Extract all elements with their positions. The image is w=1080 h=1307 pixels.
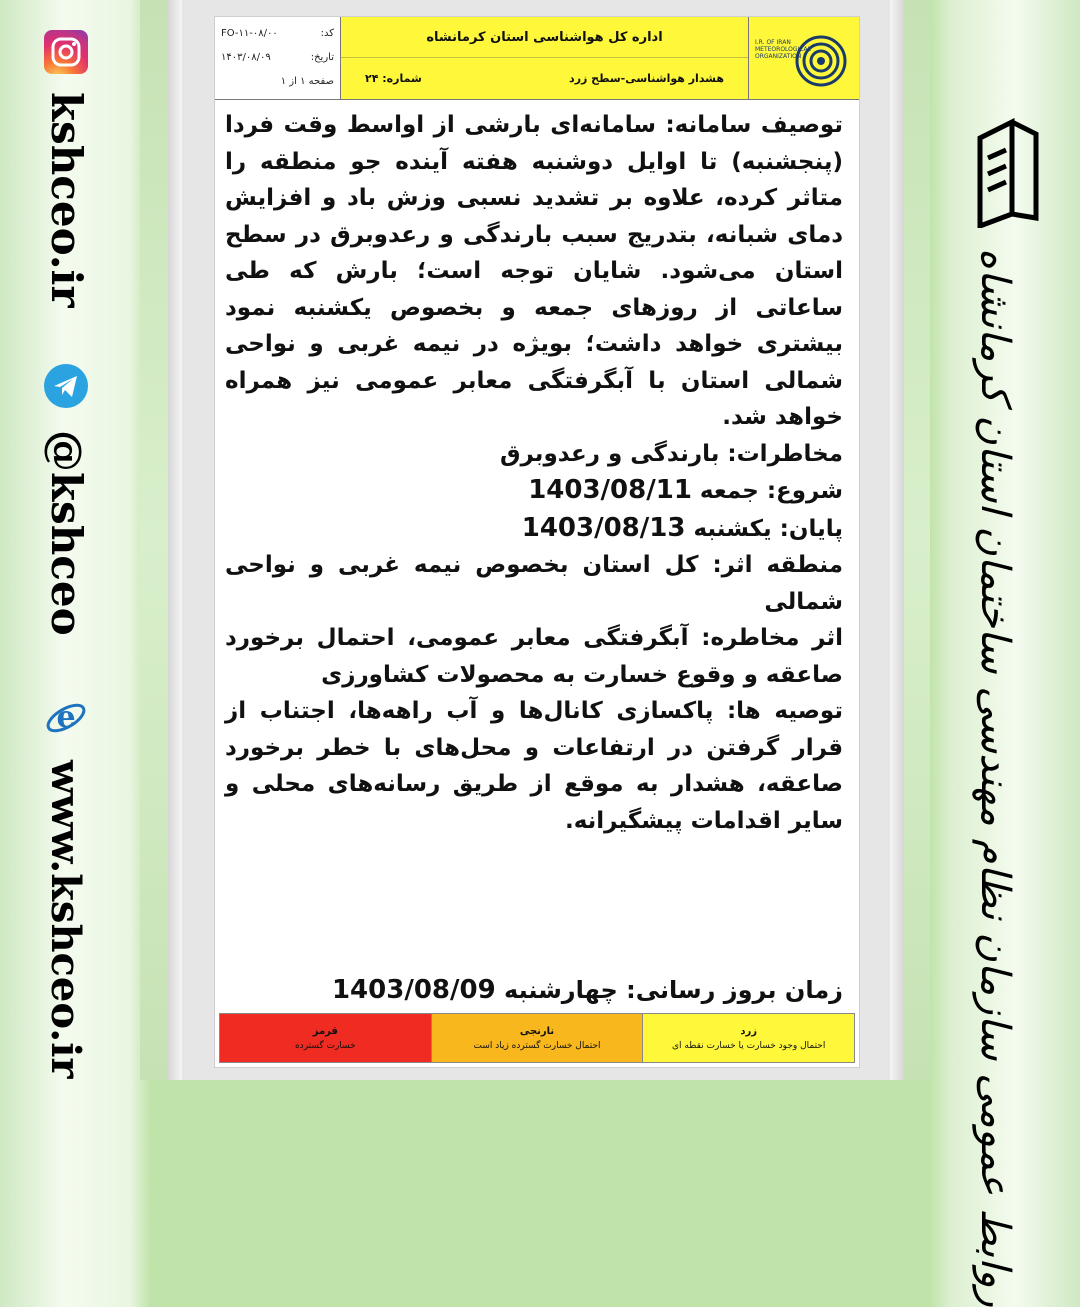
meteorology-logo-icon <box>749 17 859 99</box>
telegram-icon[interactable] <box>44 364 88 408</box>
legend-red-desc: خسارت گسترده <box>294 1040 356 1051</box>
alert-number: شماره: ۲۴ <box>365 72 422 85</box>
update-time <box>332 975 843 1005</box>
legend-yellow <box>643 1014 854 1062</box>
right-sidebar <box>930 0 1080 1307</box>
legend-orange <box>432 1014 644 1062</box>
site-link-top[interactable]: kshceo.ir <box>42 92 91 308</box>
engineering-org-logo-icon <box>972 118 1044 232</box>
svg-text:e: e <box>56 700 76 735</box>
start-date: 1403/08/11 <box>528 475 692 505</box>
legend-yellow-name: زرد <box>740 1025 758 1037</box>
legend-red <box>220 1014 432 1062</box>
update-label: زمان بروز رسانی: چهارشنبه <box>504 976 843 1004</box>
header-titles <box>341 17 749 99</box>
legend-yellow-desc: احتمال وجود خسارت یا خسارت نقطه ای <box>672 1040 826 1051</box>
internet-explorer-icon[interactable] <box>44 696 88 740</box>
left-sidebar <box>0 0 140 1080</box>
system-description: توصیف سامانه: سامانه‌ای بارشی از اواسط وقت فردا (پنجشنبه) تا اوایل دوشنبه هفته آینده جو منطقه را متاثر کرده، علاوه بر تشدید نسبی وزش باد و افزایش دمای شبانه، بتدریج سبب بارندگی و رعدوبرق در سطح استان می‌شود. شایان توجه است؛ بارش که طی ساعاتی از روزهای جمعه و بخصوص یکشنبه نمود بیشتری خواهد داشت؛ بویژه در نیمه غربی و نواحی شمالی استان با آبگرفتگی معابر عمومی نیز همراه خواهد شد. <box>225 112 843 430</box>
hazards: مخاطرات: بارندگی و رعدوبرق <box>499 440 843 467</box>
date-label: تاریخ: <box>310 51 334 63</box>
recommendations: توصیه ها: پاکسازی کانال‌ها و آب راهه‌ها، اجتناب از قرار گرفتن در ارتفاعات و محل‌های با خطر برخورد صاعقه، هشدار به موقع از طریق رسانه‌های محلی و سایر اقدامات پیشگیرانه. <box>225 698 843 834</box>
start-label: شروع: جمعه <box>699 478 843 504</box>
update-date: 1403/08/09 <box>331 975 496 1005</box>
alert-body <box>225 107 843 839</box>
end-label: پایان: یکشنبه <box>693 515 843 542</box>
alert-level-legend <box>219 1013 855 1063</box>
legend-orange-name: نارنجی <box>519 1025 555 1037</box>
code-value: FO-۱۱-۰۸/۰۰ <box>221 27 278 39</box>
instagram-icon[interactable] <box>44 30 88 74</box>
logo-text: I.R. OF IRAN METEOROLOGICAL ORGANIZATION <box>755 39 811 60</box>
page-indicator: صفحه ۱ از ۱ <box>280 75 334 87</box>
alert-document <box>214 16 860 1068</box>
header-codes <box>215 17 341 99</box>
alert-title: هشدار هواشناسی-سطح زرد <box>569 72 724 85</box>
public-relations-calligraphy: روابط عمومی سازمان نظام مهندسی ساختمان استان کرمانشاه <box>972 248 1018 1307</box>
legend-orange-desc: احتمال خسارت گسترده زیاد است <box>473 1040 601 1051</box>
code-label: کد: <box>320 27 334 39</box>
document-header <box>215 17 859 100</box>
site-link-bottom[interactable]: www.kshceo.ir <box>42 760 89 1079</box>
legend-red-name: قرمز <box>312 1025 338 1037</box>
end-date: 1403/08/13 <box>521 512 686 543</box>
end-line <box>225 510 843 548</box>
hazard-impact: اثر مخاطره: آبگرفتگی معابر عمومی، احتمال برخورد صاعقه و وقوع خسارت به محصولات کشاورزی <box>225 625 843 688</box>
telegram-handle[interactable]: @kshceo <box>42 430 91 636</box>
start-line <box>225 472 843 510</box>
date-value: ۱۴۰۳/۰۸/۰۹ <box>221 51 271 63</box>
affected-area: منطقه اثر: کل استان بخصوص نیمه غربی و نواحی شمالی <box>225 552 843 615</box>
org-title: اداره کل هواشناسی استان کرمانشاه <box>341 17 748 58</box>
